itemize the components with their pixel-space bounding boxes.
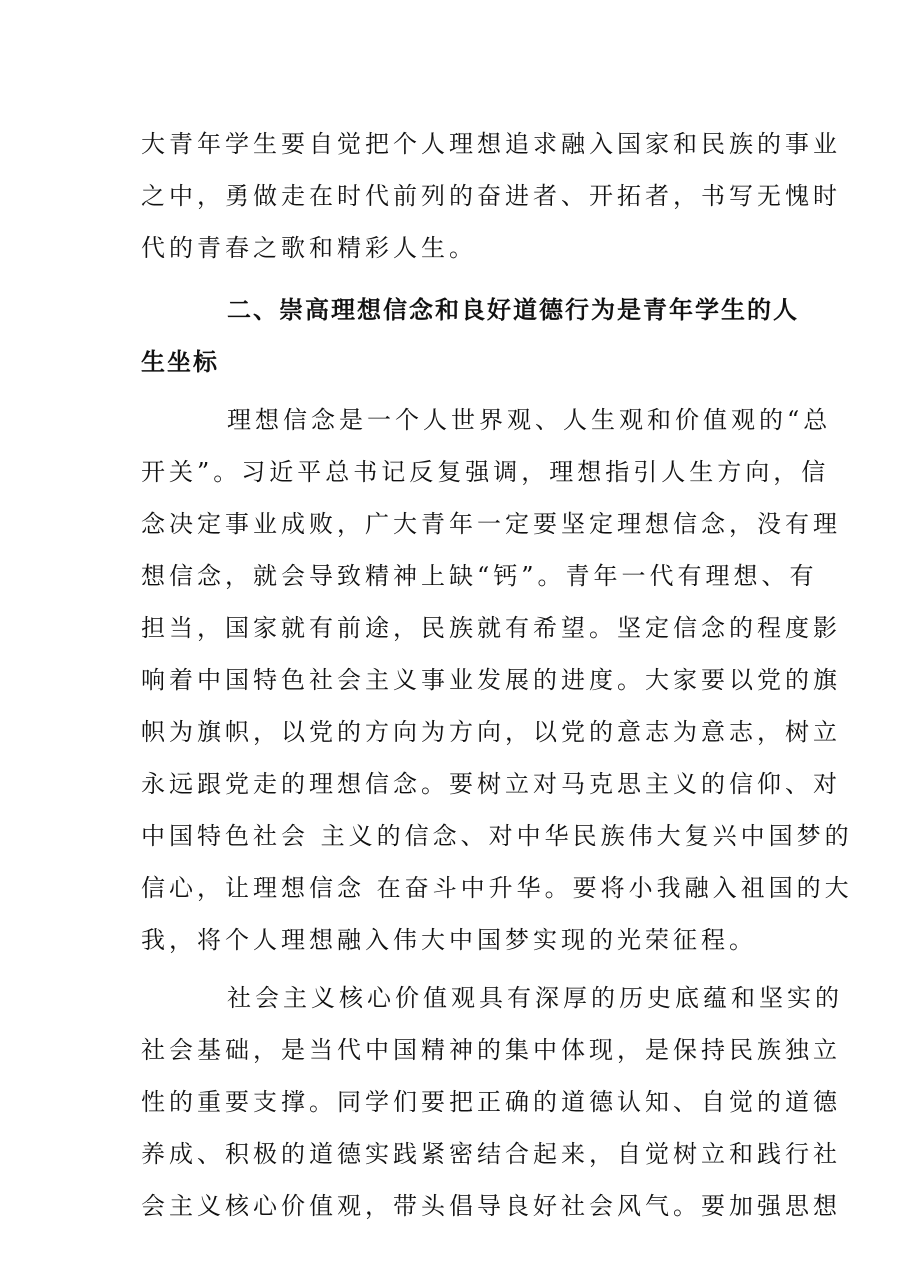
text-line: 想信念，就会导致精神上缺“钙”。青年一代有理想、有 — [141, 562, 818, 590]
text-line: 会主义核心价值观，带头倡导良好社会风气。要加强思想 — [141, 1192, 841, 1220]
text-line: 中国特色社会 主义的信念、对中华民族伟大复兴中国梦的 — [141, 822, 853, 850]
paragraph-ideals — [141, 394, 853, 966]
text-line: 永远跟党走的理想信念。要树立对马克思主义的信仰、对 — [141, 770, 841, 798]
text-line: 理想信念是一个人世界观、人生观和价值观的“总 — [227, 406, 832, 434]
text-line: 大青年学生要自觉把个人理想追求融入国家和民族的事业 — [141, 130, 841, 158]
heading-line: 二、崇高理想信念和良好道德行为是青年学生的人 — [227, 296, 799, 324]
text-line: 代的青春之歌和精彩人生。 — [141, 234, 477, 262]
text-line: 我，将个人理想融入伟大中国梦实现的光荣征程。 — [141, 926, 757, 954]
text-line: 开关”。习近平总书记反复强调，理想指引人生方向，信 — [141, 458, 830, 486]
text-line: 社会主义核心价值观具有深厚的历史底蕴和坚实的 — [227, 984, 843, 1012]
paragraph-continuation — [141, 118, 841, 274]
document-page — [141, 118, 853, 1232]
text-line: 念决定事业成败，广大青年一定要坚定理想信念，没有理 — [141, 510, 841, 538]
text-line: 社会基础，是当代中国精神的集中体现，是保持民族独立 — [141, 1036, 841, 1064]
text-line: 养成、积极的道德实践紧密结合起来，自觉树立和践行社 — [141, 1140, 841, 1168]
text-line: 响着中国特色社会主义事业发展的进度。大家要以党的旗 — [141, 666, 841, 694]
text-line: 性的重要支撑。同学们要把正确的道德认知、自觉的道德 — [141, 1088, 841, 1116]
paragraph-core-values — [141, 972, 843, 1232]
heading-line: 生坐标 — [141, 348, 219, 376]
text-line: 帜为旗帜，以党的方向为方向，以党的意志为意志，树立 — [141, 718, 841, 746]
text-line: 信心，让理想信念 在奋斗中升华。要将小我融入祖国的大 — [141, 874, 853, 902]
section-heading — [141, 284, 799, 388]
text-line: 之中，勇做走在时代前列的奋进者、开拓者，书写无愧时 — [141, 182, 841, 210]
text-line: 担当，国家就有前途，民族就有希望。坚定信念的程度影 — [141, 614, 841, 642]
